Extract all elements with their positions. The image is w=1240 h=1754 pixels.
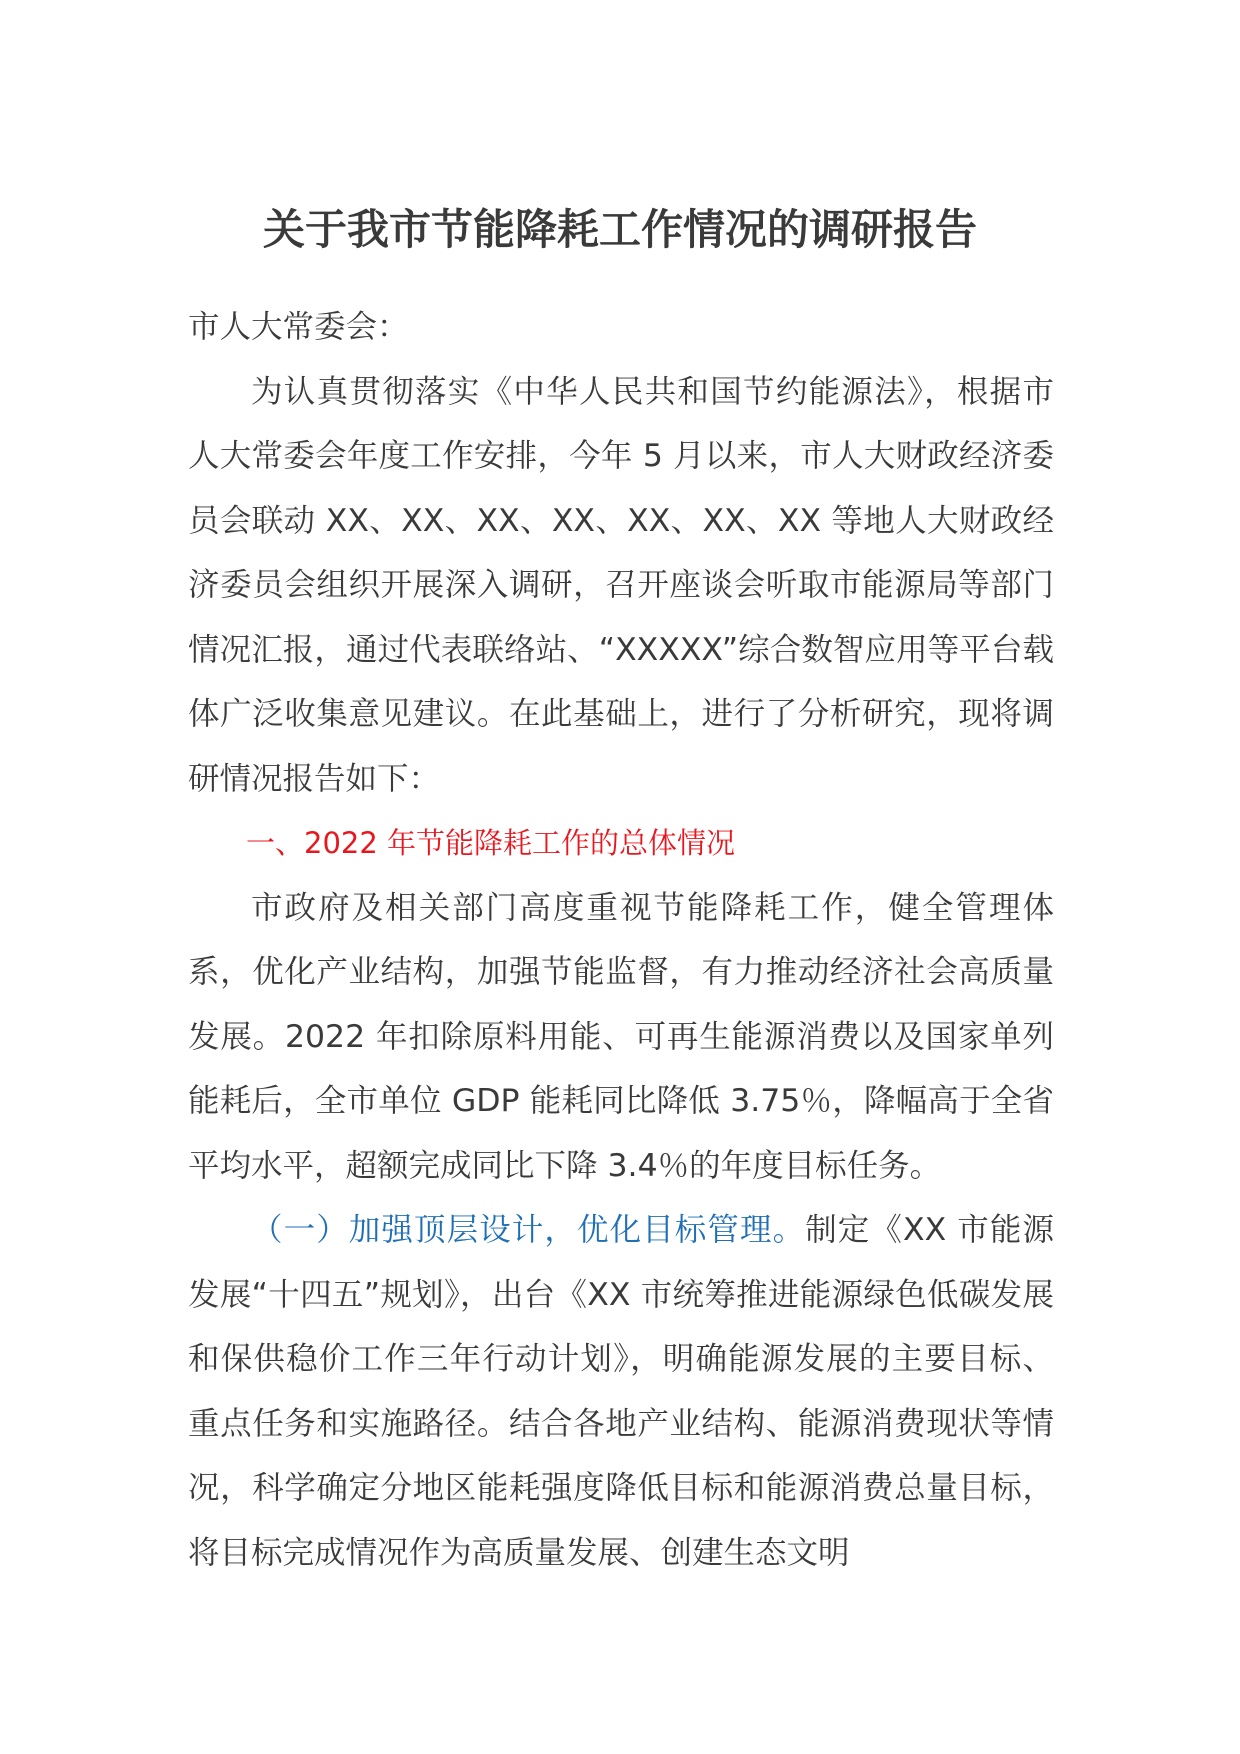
subsection-paragraph <box>188 1198 1054 1585</box>
document-title: 关于我市节能降耗工作情况的调研报告 <box>262 205 977 254</box>
subsection-text: 制定《XX 市能源发展“十四五”规划》，出台《XX 市统筹推进能源绿色低碳发展和保供稳价工作三年行动计划》，明确能源发展的主要目标、重点任务和实施路径。结合各地产业结构、能源消费现状等情况，科学确定分地区能耗强度降低目标和能源消费总量目标，将目标完成情况作为高质量发展、创建生态文明 <box>188 1212 1054 1571</box>
section-paragraph: 市政府及相关部门高度重视节能降耗工作，健全管理体系，优化产业结构，加强节能监督，有力推动经济社会高质量发展。2022 年扣除原料用能、可再生能源消费以及国家单列能耗后，全市单位 GDP 能耗同比降低 3.75％，降幅高于全省平均水平，超额完成同比下降 3.4％的年度目标任务。 <box>188 889 1054 1184</box>
subsection-heading: （一）加强顶层设计，优化目标管理。 <box>251 1212 806 1248</box>
intro-paragraph: 为认真贯彻落实《中华人民共和国节约能源法》，根据市人大常委会年度工作安排，今年 5 月以来，市人大财政经济委员会联动 XX、XX、XX、XX、XX、XX、XX 等地人大财政经济委员会组织开展深入调研，召开座谈会听取市能源局等部门情况汇报，通过代表联络站、“XXXXX”综合数智应用等平台载体广泛收集意见建议。在此基础上，进行了分析研究，现将调研情况报告如下： <box>188 373 1054 797</box>
document-body <box>188 295 1054 1585</box>
section-heading: 一、2022 年节能降耗工作的总体情况 <box>246 826 736 860</box>
salutation: 市人大常委会： <box>188 309 409 345</box>
